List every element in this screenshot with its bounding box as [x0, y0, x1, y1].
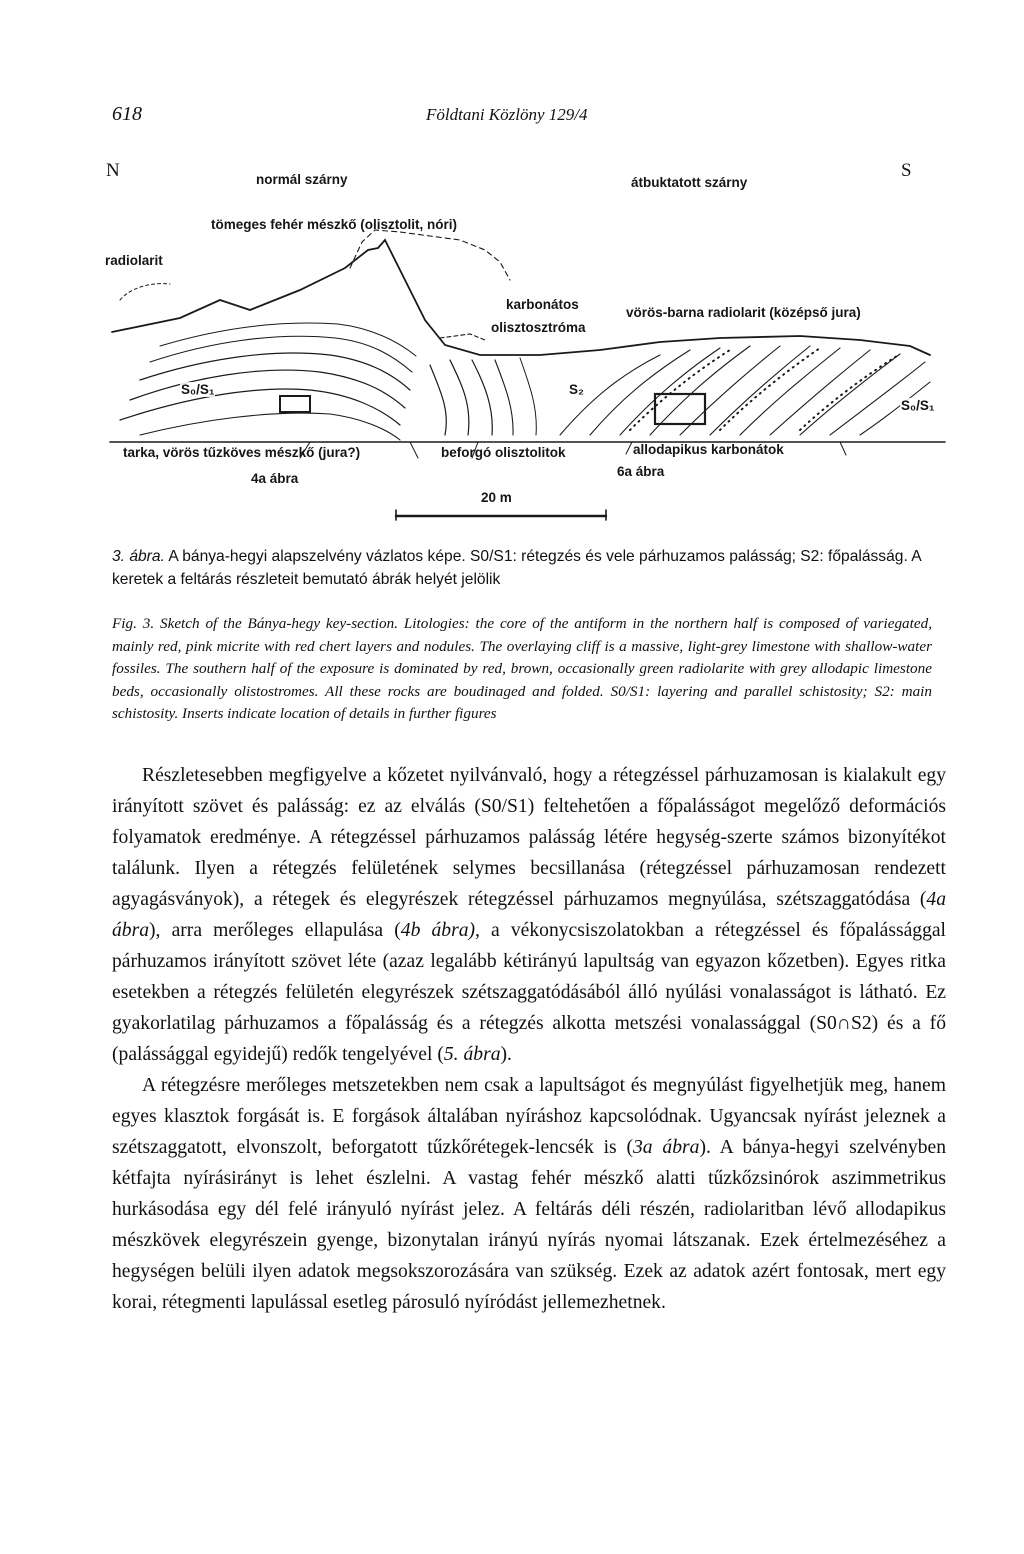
red-brown-radiolarite-label: vörös-barna radiolarit (középső jura) [626, 305, 861, 320]
geological-section-figure [100, 150, 950, 530]
inset-frame-6a [655, 394, 705, 424]
radiolarite-label: radiolarit [105, 253, 163, 268]
paragraph-1-text-c: a vékonycsiszolatokban a rétegzéssel és főpalássággal párhuzamos irányított szövet léte (azaz legalább kétirányú lapultság van egyazon kőzetben). Egyes ritka esetekben a rétegzés felületén elegyrészek szétszaggatódásából álló nyúlási vonalasságot is látható. Ez gyakorlatilag párhuzamos a főpalásság és a rétegzés alkotta metszési vonalassággal (S0∩S2) és a fő (palássággal egyidejű) redők tengelyével ( [112, 920, 947, 1065]
figure-caption-english: Fig. 3. Sketch of the Bánya-hegy key-section. Litologies: the core of the antiform in the northern half is composed of variegated, mainly red, pink micrite with red chert layers and nodules. The overlaying cliff is a massive, light-grey limestone with shallow-water fossiles. The southern half of the exposure is dominated by red, brown, occasionally green radiolarite with grey allodapic limestone beds, occasionally olistostromes. All these rocks are boudinaged and folded. S0/S1: layering and parallel schistosity; S2: main schistosity. Inserts indicate location of details in further figures [112, 615, 932, 723]
south-label: S [901, 160, 912, 181]
s0s1-left-label: S₀/S₁ [181, 382, 215, 397]
overturned-limb-label: átbuktatott szárny [631, 175, 748, 190]
caption-hu-text: A bánya-hegyi alapszelvény vázlatos képe. S0/S1: rétegzés és vele párhuzamos palásság; S2: főpalásság. A keretek a feltárás részleteit bemutató ábrák helyét jelölik [112, 548, 921, 588]
paragraph-1-text-d: ). [500, 1044, 512, 1065]
carbonate-label: karbonátos [506, 297, 579, 312]
figure-ref-5-inline: 5. ábra [443, 1044, 501, 1065]
massive-limestone-label: tömeges fehér mészkő (olisztolit, nóri) [211, 217, 458, 232]
normal-limb-label: normál szárny [256, 172, 348, 187]
page-number: 618 [112, 103, 142, 125]
figure-ref-6a: 6a ábra [617, 464, 665, 479]
body-text [112, 760, 946, 1318]
figure-ref-3a-inline: 3a ábra [633, 1137, 700, 1158]
olistostrome-label: olisztosztróma [491, 320, 586, 335]
north-label: N [106, 160, 120, 181]
figure-ref-4b-inline: 4b ábra), [400, 920, 480, 941]
figure-caption-hungarian [112, 545, 932, 591]
rotated-olistoliths-label: beforgó olisztolitok [441, 445, 566, 460]
running-head: Földtani Közlöny 129/4 [426, 105, 588, 124]
inset-frame-4a [280, 396, 310, 412]
paragraph-1 [112, 760, 946, 1070]
paragraph-2 [112, 1070, 946, 1318]
radiolarite-lens [120, 284, 170, 300]
variegated-limestone-label: tarka, vörös tűzköves mészkő (jura?) [123, 445, 361, 460]
paragraph-2-text-b: ). A bánya-hegyi szelvényben kétfajta nyírásirányt is lehet észlelni. A vastag fehér mészkő alatti tűzkőzsinórok aszimmetrikus hurkásodása egy dél felé irányuló nyírást jelez. A feltárás déli részén, radiolaritban lévő allodapikus mészkövek elegyrészein gyenge, bizonytalan irányú nyírás nyomai látszanak. Ezek értelmezéséhez a hegységen belüli ilyen adatok megsokszorozására van szükség. Ezek az adatok azért fontosak, mert egy korai, rétegmenti lapulással esetleg párosuló nyíródást jellemezhetnek. [112, 1137, 946, 1313]
scale-label: 20 m [481, 490, 512, 505]
figure-ref-4a-inline: 4a ábra [112, 889, 946, 941]
s0s1-right-label: S₀/S₁ [901, 398, 935, 413]
caption-hu-label: 3. ábra. [112, 548, 165, 565]
s2-label: S₂ [569, 382, 585, 397]
paragraph-1-text-b: ), arra merőleges ellapulása ( [149, 920, 401, 941]
figure-ref-4a: 4a ábra [251, 471, 299, 486]
paragraph-2-text-a: A rétegzésre merőleges metszetekben nem csak a lapultságot és megnyúlást figyelhetjük meg, hanem egyes klasztok forgását is. E forgások általában nyíráshoz kapcsolódnak. Ugyancsak nyírást jeleznek a szétszaggatott, elvonszolt, beforgatott tűzkőrétegek-lencsék is ( [112, 1075, 946, 1158]
allodapic-carbonates-label: allodapikus karbonátok [633, 442, 784, 457]
paragraph-1-text-a: Részletesebben megfigyelve a kőzetet nyilvánvaló, hogy a rétegzéssel párhuzamosan is kialakult egy irányított szövet és palásság: ez az elválás (S0/S1) feltehetően a főpalásságot megelőző deformációs folyamatok eredménye. A rétegzéssel párhuzamos palásság létére hegység-szerte számos bizonyítékot találunk. Ilyen a rétegzés felületének selymes becsillanása (rétegzéssel párhuzamosan rendezett agyagásványok), a rétegek és elegyrészek rétegzéssel párhuzamos megnyúlása, szétszaggatódása ( [112, 765, 946, 910]
olistostrome-leader [440, 334, 485, 340]
cliff-outline [350, 230, 510, 280]
cross-section-sketch [100, 150, 950, 530]
